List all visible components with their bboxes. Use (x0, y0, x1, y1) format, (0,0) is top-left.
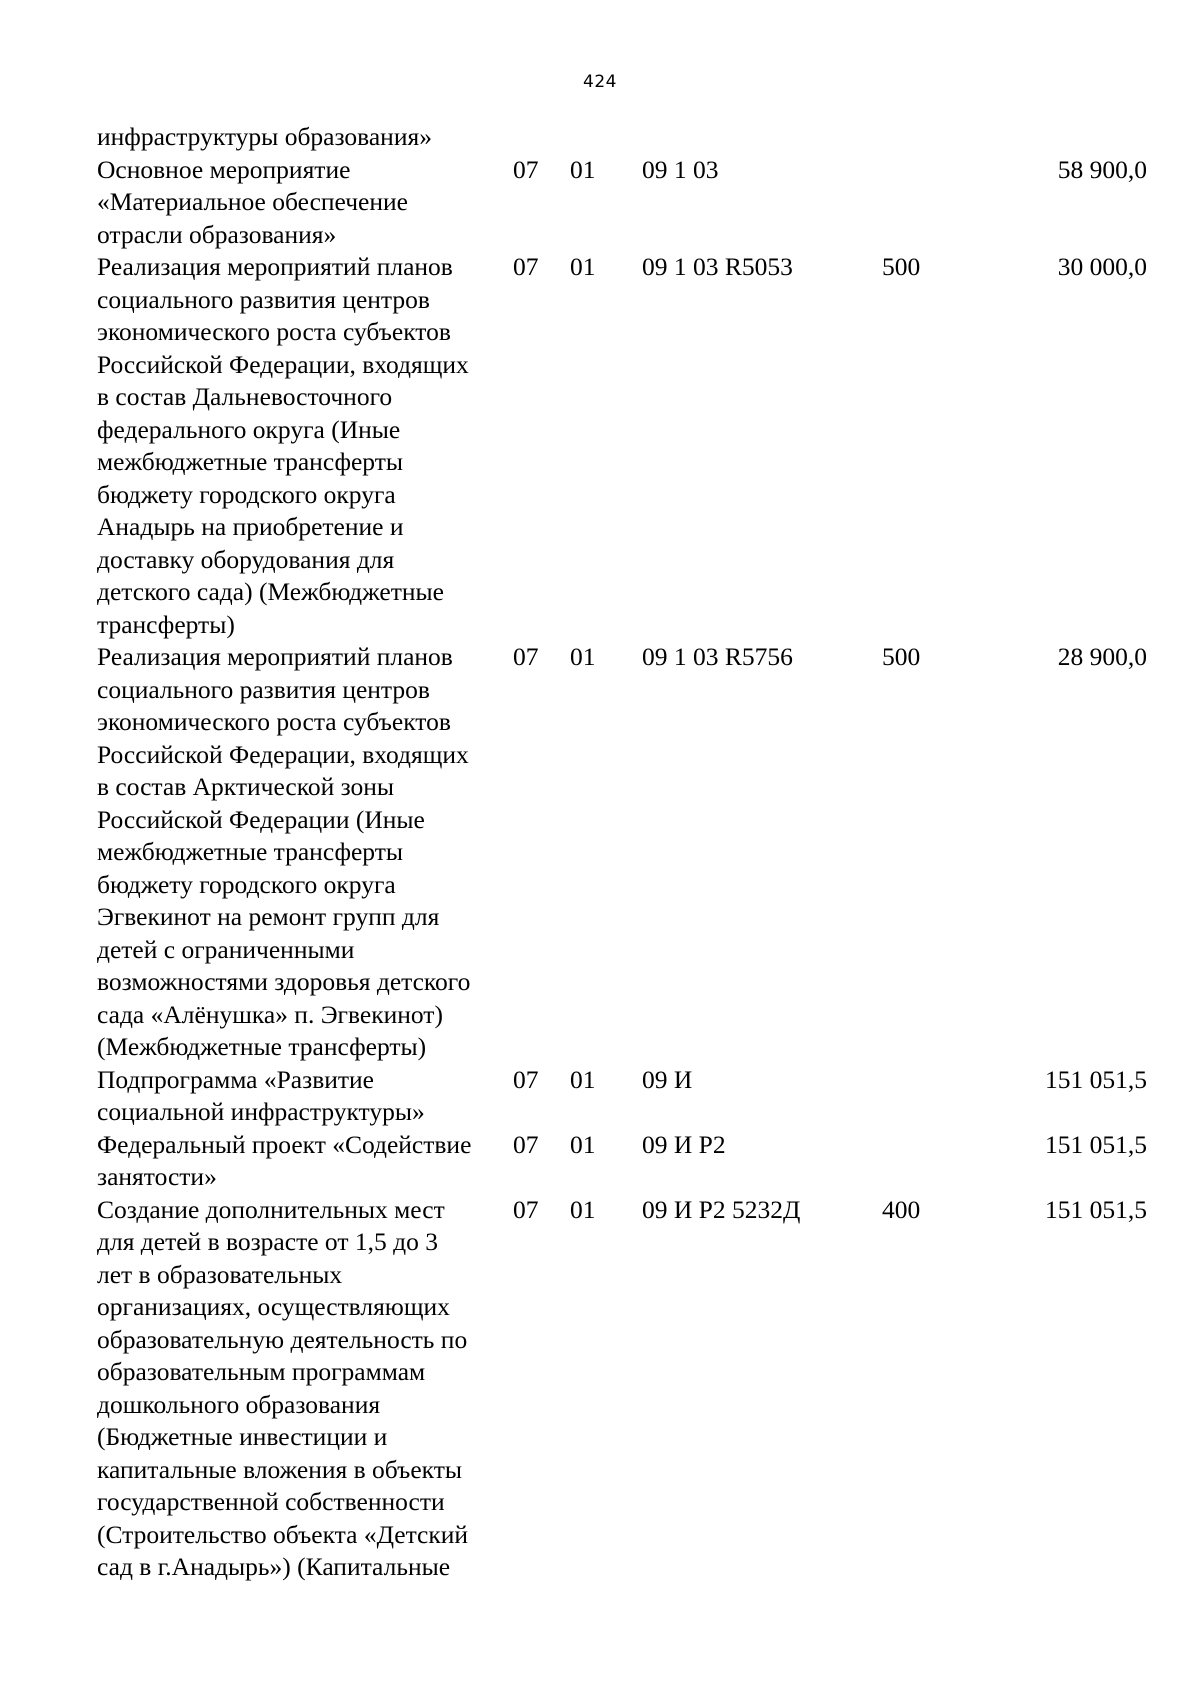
row-name-line: дошкольного образования (97, 1389, 381, 1419)
target-article-code: 09 1 03 R5053 (642, 252, 793, 281)
section-code: 07 (513, 154, 539, 184)
target-article-code: 09 1 03 (642, 154, 719, 184)
row-name-line: межбюджетные трансферты (97, 837, 403, 866)
table-row (97, 1064, 1147, 1129)
target-article-code: 09 И (642, 1064, 693, 1094)
row-name-line: экономического роста субъектов (97, 707, 451, 736)
row-name (97, 154, 513, 252)
row-name (97, 641, 513, 1064)
row-name (97, 121, 513, 154)
subsection-code: 01 (570, 1194, 596, 1224)
row-name-line: отрасли образования» (97, 219, 337, 249)
row-name-line: Российской Федерации, входящих (97, 739, 469, 769)
amount: 58 900,0 (1057, 154, 1147, 184)
amount: 28 900,0 (1057, 642, 1147, 671)
amount: 30 000,0 (1057, 252, 1147, 281)
row-name-line: капитальные вложения в объекты (97, 1454, 462, 1484)
row-name-line: Реализация мероприятий планов (97, 252, 453, 281)
amount: 151 051,5 (1045, 1129, 1147, 1159)
row-name-line: социального развития центров (97, 284, 430, 314)
row-name (97, 1129, 513, 1194)
row-name-line: организациях, осуществляющих (97, 1292, 450, 1321)
subsection-code: 01 (570, 642, 596, 671)
row-name-line: Российской Федерации, входящих (97, 349, 469, 379)
row-name-line: Создание дополнительных мест (97, 1194, 445, 1224)
row-name-line: детей с ограниченными (97, 934, 355, 964)
row-name-line: лет в образовательных (97, 1259, 343, 1289)
row-name-line: Анадырь на приобретение и (97, 512, 404, 541)
subsection-code: 01 (570, 154, 596, 184)
target-article-code: 09 И P2 5232Д (642, 1194, 801, 1224)
row-name-line: трансферты) (97, 609, 235, 639)
table-row (97, 154, 1147, 252)
row-name (97, 1064, 513, 1129)
section-code: 07 (513, 252, 539, 281)
row-name-line: социального развития центров (97, 674, 430, 704)
row-name-line: (Бюджетные инвестиции и (97, 1422, 388, 1451)
table-row (97, 641, 1147, 1064)
row-name-line: Российской Федерации (Иные (97, 804, 425, 834)
row-name-line: (Строительство объекта «Детский (97, 1519, 469, 1549)
row-name-line: бюджету городского округа (97, 479, 396, 509)
row-name-line: образовательным программам (97, 1357, 426, 1386)
row-name-line: в состав Дальневосточного (97, 382, 393, 411)
table-row (97, 121, 1147, 154)
row-name-line: Реализация мероприятий планов (97, 642, 453, 671)
row-name-line: экономического роста субъектов (97, 317, 451, 346)
row-name-line: межбюджетные трансферты (97, 447, 403, 476)
row-name-line: федерального округа (Иные (97, 414, 401, 444)
row-name-line: в состав Арктической зоны (97, 772, 395, 801)
row-name-line: Эгвекинот на ремонт групп для (97, 902, 440, 931)
row-name-line: Федеральный проект «Содействие (97, 1129, 472, 1159)
section-code: 07 (513, 1129, 539, 1159)
row-name-line: государственной собственности (97, 1487, 445, 1516)
expense-type-code: 500 (882, 642, 921, 671)
subsection-code: 01 (570, 1064, 596, 1094)
row-name-line: «Материальное обеспечение (97, 187, 408, 216)
row-name (97, 251, 513, 641)
row-name-line: социальной инфраструктуры» (97, 1097, 425, 1126)
table-row (97, 251, 1147, 641)
row-name (97, 1194, 513, 1584)
target-article-code: 09 И P2 (642, 1129, 726, 1159)
row-name-line: возможностями здоровья детского (97, 967, 471, 996)
row-name-line: доставку оборудования для (97, 544, 395, 574)
row-name-line: Подпрограмма «Развитие (97, 1064, 374, 1094)
target-article-code: 09 1 03 R5756 (642, 642, 793, 671)
subsection-code: 01 (570, 252, 596, 281)
row-name-line: образовательную деятельность по (97, 1324, 468, 1354)
section-code: 07 (513, 1194, 539, 1224)
row-name-line: детского сада) (Межбюджетные (97, 577, 444, 606)
row-name-line: (Межбюджетные трансферты) (97, 1032, 427, 1061)
amount: 151 051,5 (1045, 1194, 1147, 1224)
subsection-code: 01 (570, 1129, 596, 1159)
row-name-line: занятости» (97, 1162, 217, 1191)
section-code: 07 (513, 1064, 539, 1094)
table-row (97, 1129, 1147, 1194)
row-name-line: сада «Алёнушка» п. Эгвекинот) (97, 999, 443, 1029)
table-row (97, 1194, 1147, 1584)
row-name-line: инфраструктуры образования» (97, 122, 432, 151)
section-code: 07 (513, 642, 539, 671)
expense-type-code: 400 (882, 1194, 921, 1224)
row-name-line: бюджету городского округа (97, 869, 396, 899)
page-number: 424 (583, 72, 617, 92)
row-name-line: сад в г.Анадырь») (Капитальные (97, 1552, 451, 1581)
amount: 151 051,5 (1045, 1064, 1147, 1094)
expense-type-code: 500 (882, 252, 921, 281)
row-name-line: для детей в возрасте от 1,5 до 3 (97, 1227, 438, 1256)
budget-table (97, 121, 1147, 1584)
row-name-line: Основное мероприятие (97, 154, 351, 184)
